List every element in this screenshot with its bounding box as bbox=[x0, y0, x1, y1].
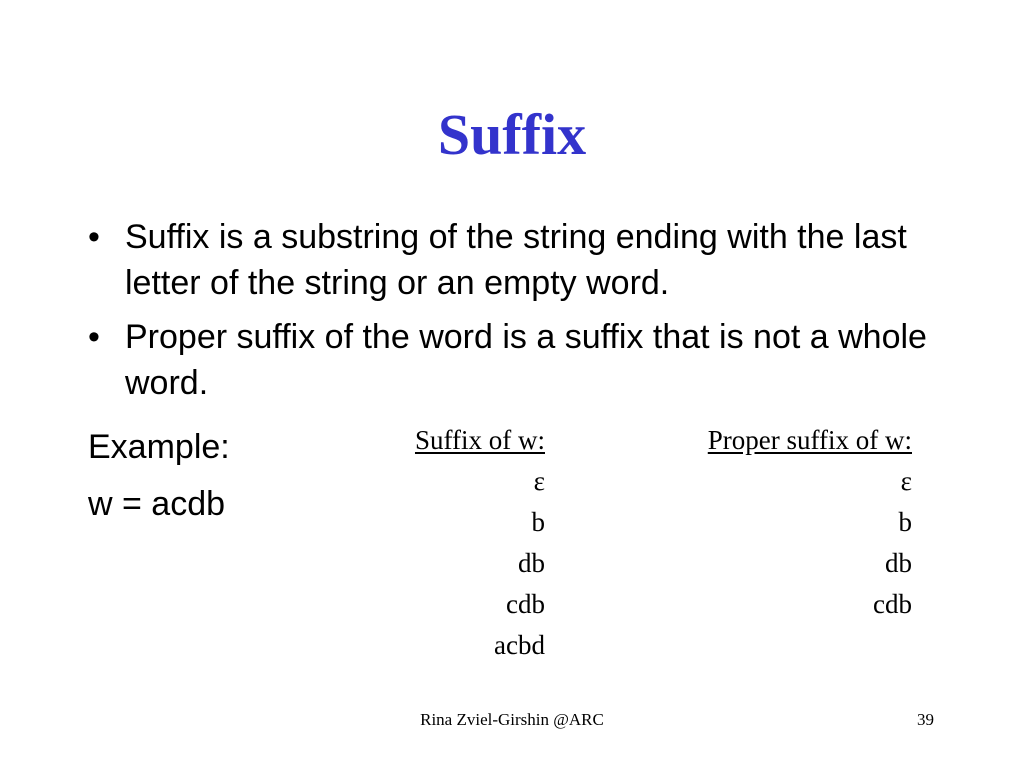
footer-author: Rina Zviel-Girshin @ARC bbox=[420, 710, 604, 729]
suffix-column-header: Suffix of w: bbox=[414, 425, 545, 455]
suffix-column bbox=[415, 420, 545, 666]
bullet-list bbox=[88, 214, 958, 414]
proper-suffix-column bbox=[708, 420, 912, 625]
page-number: 39 bbox=[917, 710, 934, 729]
proper-suffix-column-header: Proper suffix of w: bbox=[707, 425, 912, 455]
proper-suffix-item: db bbox=[885, 548, 912, 578]
bullet-text: Proper suffix of the word is a suffix that is not a whole word. bbox=[125, 318, 927, 402]
example-word: w = acdb bbox=[88, 485, 226, 523]
suffix-item: acbd bbox=[494, 630, 545, 660]
proper-suffix-item: b bbox=[898, 507, 912, 537]
suffix-item: cdb bbox=[506, 589, 545, 619]
proper-suffix-item: cdb bbox=[873, 589, 912, 619]
bullet-item bbox=[88, 314, 958, 406]
example-label: Example: bbox=[88, 428, 230, 466]
slide-title: Suffix bbox=[437, 102, 587, 167]
bullet-icon: • bbox=[88, 218, 100, 256]
suffix-item: ε bbox=[533, 466, 545, 496]
bullet-icon: • bbox=[88, 318, 100, 356]
suffix-item: db bbox=[518, 548, 545, 578]
bullet-text: Suffix is a substring of the string ending with the last letter of the string or an empty word. bbox=[125, 218, 907, 302]
bullet-item bbox=[88, 214, 958, 306]
proper-suffix-item: ε bbox=[900, 466, 912, 496]
suffix-item: b bbox=[531, 507, 545, 537]
